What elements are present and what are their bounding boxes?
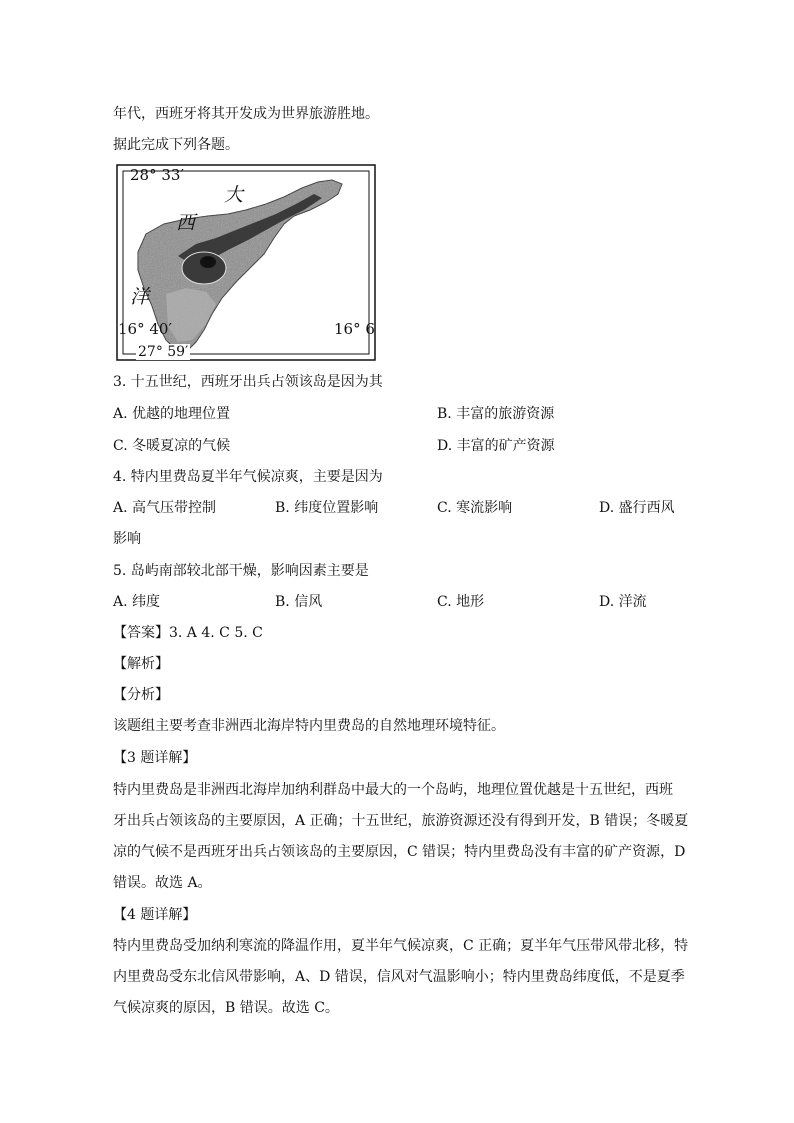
question-5-stem: 5. 岛屿南部较北部干燥，影响因素主要是 <box>113 563 369 579</box>
q3-detail-line-4: 错误。故选 A。 <box>113 875 212 891</box>
question-5-option-a: A. 纬度 <box>113 594 161 610</box>
question-4-option-a: A. 高气压带控制 <box>113 500 217 516</box>
map-label-da: 大 <box>224 184 244 206</box>
analysis-tag: 【解析】 <box>113 656 169 672</box>
q4-detail-line-3: 气候凉爽的原因，B 错误。故选 C。 <box>113 1000 339 1016</box>
question-3-stem: 3. 十五世纪，西班牙出兵占领该岛是因为其 <box>113 374 383 390</box>
map-label-yang: 洋 <box>130 286 150 308</box>
question-3-option-b: B. 丰富的旅游资源 <box>437 406 555 422</box>
question-5-option-b: B. 信风 <box>275 594 323 610</box>
map-label-right-lon: 16° 6 <box>334 320 375 338</box>
answer-text: 3. A 4. C 5. C <box>169 625 263 641</box>
question-4-option-b: B. 纬度位置影响 <box>275 500 379 516</box>
question-5-option-d: D. 洋流 <box>599 594 647 610</box>
q4-detail-tag: 【4 题详解】 <box>113 907 197 923</box>
peak <box>200 256 216 268</box>
fenxi-tag: 【分析】 <box>113 687 169 703</box>
answer-line <box>113 623 263 643</box>
question-3-option-a: A. 优越的地理位置 <box>113 406 231 422</box>
answer-tag: 【答案】 <box>113 625 169 641</box>
map-label-top-lat: 28° 33′ <box>130 166 184 184</box>
island-map <box>116 164 376 361</box>
intro-line-1: 年代，西班牙将其开发成为世界旅游胜地。 <box>113 106 379 122</box>
question-4-stem: 4. 特内里费岛夏半年气候凉爽，主要是因为 <box>113 469 383 485</box>
question-4-option-d: D. 盛行西风 <box>599 500 675 516</box>
map-label-bottom-lat: 27° 59′ <box>138 344 189 360</box>
question-5-option-c: C. 地形 <box>437 594 485 610</box>
q4-detail-line-2: 内里费岛受东北信风带影响，A、D 错误，信风对气温影响小；特内里费岛纬度低，不是夏季 <box>113 969 685 985</box>
question-3-option-d: D. 丰富的矿产资源 <box>437 438 555 454</box>
question-3-option-c: C. 冬暖夏凉的气候 <box>113 438 231 454</box>
question-4-option-c: C. 寒流影响 <box>437 500 513 516</box>
q3-detail-tag: 【3 题详解】 <box>113 750 197 766</box>
map-label-xi: 西 <box>176 212 196 234</box>
question-4-option-d-wrap: 影响 <box>113 531 141 547</box>
q3-detail-line-2: 牙出兵占领该岛的主要原因，A 正确；十五世纪，旅游资源还没有得到开发，B 错误；冬暖夏 <box>113 813 689 829</box>
analysis-summary: 该题组主要考查非洲西北海岸特内里费岛的自然地理环境特征。 <box>113 718 505 734</box>
q3-detail-line-3: 凉的气候不是西班牙出兵占领该岛的主要原因，C 错误；特内里费岛没有丰富的矿产资源，D <box>113 844 686 860</box>
caldera <box>182 252 226 284</box>
map-label-left-lon: 16° 40′ <box>118 320 172 338</box>
q3-detail-line-1: 特内里费岛是非洲西北海岸加纳利群岛中最大的一个岛屿，地理位置优越是十五世纪，西班 <box>113 782 673 798</box>
q4-detail-line-1: 特内里费岛受加纳利寒流的降温作用，夏半年气候凉爽，C 正确；夏半年气压带风带北移，特 <box>113 938 689 954</box>
intro-line-2: 据此完成下列各题。 <box>113 137 239 153</box>
